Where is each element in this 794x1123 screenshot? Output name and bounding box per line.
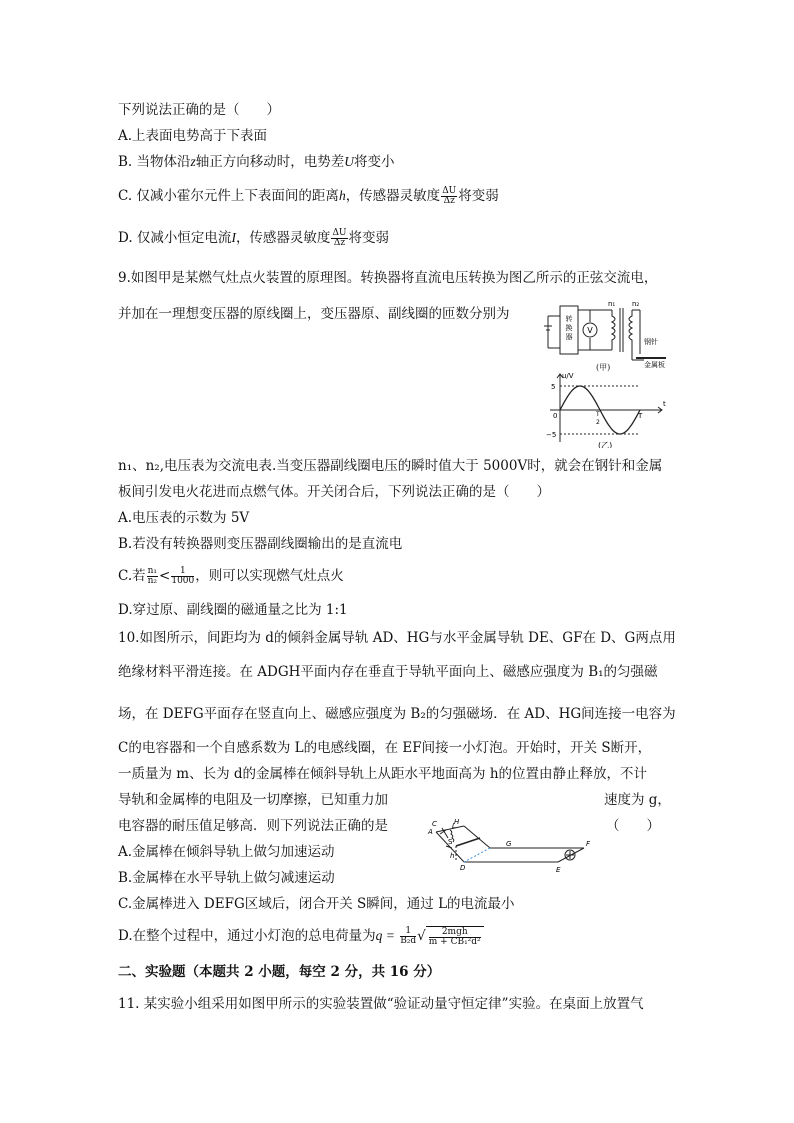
q9-fig-converter-1: 转 xyxy=(565,315,573,323)
q9-fig-tick-origin: 0 xyxy=(553,412,558,420)
q9-fig-needle: 钢针 xyxy=(644,338,658,346)
q9-optc-post: ，则可以实现燃气灶点火 xyxy=(195,568,344,584)
q9-fig-jia-caption: (甲) xyxy=(596,363,611,372)
q10-line5: 一质量为 m、长为 d的金属棒在倾斜导轨上从距水平地面高为 h的位置由静止释放，不计 xyxy=(118,766,648,782)
q10-line7b: （ ） xyxy=(606,818,660,834)
q8-optb-pre: B. 当物体沿 xyxy=(118,154,191,170)
q9-optc-fraction: $\frac{1}{1000}$ xyxy=(171,566,195,586)
q8-optc-post: 将变弱 xyxy=(458,188,499,204)
q10-fig-h: H xyxy=(454,818,460,826)
q9-figure-jia xyxy=(540,296,670,368)
q8-optd-mid: ，传感器灵敏度 xyxy=(235,230,331,246)
q9-option-d: D.穿过原、副线圈的磁通量之比为 1:1 xyxy=(118,602,348,618)
q10-figure xyxy=(420,818,610,882)
q8-optb-var-z: z xyxy=(190,154,196,169)
q9-fig-converter-3: 器 xyxy=(565,333,573,341)
q9-fig-tick-pos: 5 xyxy=(551,383,556,391)
q10-fig-e: E xyxy=(556,866,561,874)
q8-option-a: A.上表面电势高于下表面 xyxy=(118,128,268,144)
q9-fig-tick-half-num: T xyxy=(596,411,600,418)
q10-option-c: C.金属棒进入 DEFG区域后，闭合开关 S瞬间，通过 L的电流最小 xyxy=(118,896,515,912)
q10-option-d xyxy=(118,926,484,947)
q10-fig-l: L xyxy=(452,822,456,830)
q9-line4: 板间引发电火花进而点燃气体。开关闭合后，下列说法正确的是（ ） xyxy=(118,484,550,500)
q9-option-c xyxy=(118,566,344,586)
q9-fig-yi-caption: (乙) xyxy=(598,441,613,448)
q9-option-a: A.电压表的示数为 5V xyxy=(118,510,250,526)
q10-optd-q: q = xyxy=(375,928,395,943)
q10-optd-sqrt: $\frac{\text{2mgh}}{\text{m + CB₁²d²}}$ xyxy=(426,926,484,947)
q8-optc-mid: ，传感器灵敏度 xyxy=(345,188,441,204)
q10-line2: 绝缘材料平滑连接。在 ADGH平面内存在垂直于导轨平面向上、磁感应强度为 B₁的匀强磁 xyxy=(118,664,658,680)
q9-fig-xlabel: t xyxy=(663,400,666,408)
q10-optd-fraction: $\frac{1}{\text{B₂d}}$ xyxy=(400,926,417,946)
q8-stem: 下列说法正确的是（ ） xyxy=(118,102,280,118)
q8-optc-var-h: h xyxy=(338,188,346,203)
q10-option-b: B.金属棒在水平导轨上做匀减速运动 xyxy=(118,870,335,886)
q10-fig-g: G xyxy=(506,840,512,848)
q10-fig-s: S xyxy=(448,838,453,846)
q9-fig-tick-t: T xyxy=(638,412,643,420)
q8-optb-mid: 轴正方向移动时，电势差 xyxy=(195,154,345,170)
q10-fig-c: C xyxy=(432,820,437,828)
q9-line3: n₁、n₂,电压表为交流电表.当变压器副线圈电压的瞬时值大于 5000V时，就会在钢针和金属 xyxy=(118,458,663,474)
q9-fig-ylabel: u/V xyxy=(562,372,574,380)
q10-option-a: A.金属棒在倾斜导轨上做匀加速运动 xyxy=(118,844,335,860)
q9-optc-lt: < xyxy=(159,568,171,584)
q10-optd-sqrt-sign: √ xyxy=(417,928,426,944)
q9-fig-converter-2: 换 xyxy=(565,324,573,332)
q9-optc-ratio: $\frac{\text{n₁}}{\text{n₂}}$ xyxy=(147,566,158,586)
q9-fig-voltmeter: V xyxy=(587,326,593,335)
q8-option-d xyxy=(118,228,389,248)
q10-fig-h-small: h xyxy=(450,852,455,860)
q9-line1: 9.如图甲是某燃气灶点火装置的原理图。转换器将直流电压转换为图乙所示的正弦交流电， xyxy=(118,270,658,286)
q8-optd-post: 将变弱 xyxy=(348,230,390,246)
q10-line7a: 电容器的耐压值足够高．则下列说法正确的是 xyxy=(118,818,388,834)
q9-fig-tick-neg: −5 xyxy=(546,431,557,439)
q10-line3: 场，在 DEFG平面存在竖直向上、磁感应强度为 B₂的匀强磁场．在 AD、HG间连接一电容为 xyxy=(118,706,676,722)
q10-line6b: 速度为 g， xyxy=(604,792,671,808)
q10-line1: 10.如图所示，间距均为 d的倾斜金属导轨 AD、HG与水平金属导轨 DE、GF在 D、G两点用 xyxy=(118,630,676,646)
q10-fig-d: D xyxy=(460,864,466,872)
q9-fig-plate: 金属板 xyxy=(644,361,665,368)
q10-fig-a: A xyxy=(428,828,433,836)
q8-option-b xyxy=(118,152,395,172)
q8-optd-var-i: I xyxy=(231,230,236,245)
q9-fig-n2: n₂ xyxy=(632,300,640,308)
q8-optb-post: 将变小 xyxy=(354,154,395,170)
q9-fig-tick-half-den: 2 xyxy=(596,419,600,426)
q11-line1: 11. 某实验小组采用如图甲所示的实验装置做“验证动量守恒定律”实验。在桌面上放置气 xyxy=(118,996,644,1012)
q9-fig-n1: n₁ xyxy=(608,300,616,308)
q8-option-c xyxy=(118,186,499,206)
section2-title: 二、实验题（本题共 2 小题，每空 2 分，共 16 分） xyxy=(118,964,441,980)
q10-line6a: 导轨和金属棒的电阻及一切摩擦，已知重力加 xyxy=(118,792,388,808)
q8-optd-fraction: $\frac{\Delta U}{\Delta z}$ xyxy=(332,228,347,248)
q10-optd-pre: D.在整个过程中，通过小灯泡的总电荷量为 xyxy=(118,928,376,944)
q8-optc-fraction: $\frac{\Delta U}{\Delta z}$ xyxy=(442,186,457,206)
q9-figure-yi xyxy=(540,370,670,448)
q9-optc-pre: C.若 xyxy=(118,568,146,584)
q8-optc-pre: C. 仅减小霍尔元件上下表面间的距离 xyxy=(118,188,339,204)
q9-option-b: B.若没有转换器则变压器副线圈输出的是直流电 xyxy=(118,536,403,552)
q9-line2: 并加在一理想变压器的原线圈上，变压器原、副线圈的匝数分别为 xyxy=(118,306,510,322)
q8-optb-var-u: U xyxy=(344,154,355,169)
q10-fig-f: F xyxy=(586,840,591,848)
q8-optd-pre: D. 仅减小恒定电流 xyxy=(118,230,232,246)
q10-line4: C的电容器和一个自感系数为 L的电感线圈，在 EF间接一小灯泡。开始时，开关 S断开， xyxy=(118,740,652,756)
